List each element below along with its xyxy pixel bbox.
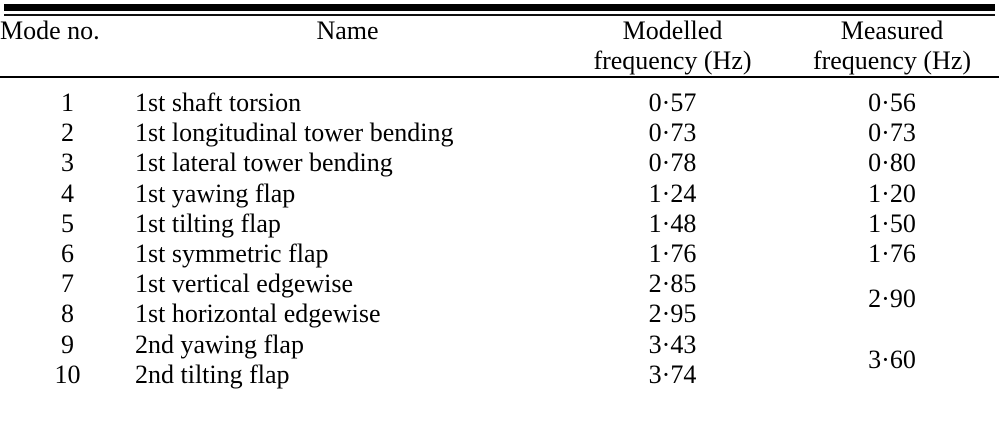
- name-cell: 1st longitudinal tower bending: [135, 118, 454, 148]
- top-rule-thick: [4, 4, 995, 11]
- frequency-table: [0, 16, 999, 390]
- name-cell: 1st vertical edgewise: [135, 269, 354, 299]
- modelled-frequency-cell: 1·24: [648, 178, 697, 208]
- modelled-header-line2: frequency (Hz): [593, 46, 752, 75]
- column-header-mode-no-label: Mode no.: [0, 16, 100, 45]
- measured-header-line2: frequency (Hz): [812, 46, 972, 75]
- modelled-frequency-cell: 1·76: [648, 239, 697, 269]
- mode-cell: 2: [61, 118, 74, 148]
- measured-frequency-cell: 0·80: [868, 148, 916, 178]
- measured-frequency-cell: 1·50: [868, 208, 916, 238]
- name-cell: 1st yawing flap: [135, 178, 296, 208]
- mode-cell: 3: [61, 148, 74, 178]
- modelled-header-line1: Modelled: [622, 16, 723, 45]
- modelled-frequency-cell: 0·57: [648, 88, 697, 117]
- modelled-frequency-cell: 0·73: [648, 118, 697, 148]
- modelled-frequency-cell: 2·95: [648, 299, 697, 329]
- measured-header-line1: Measured: [840, 16, 944, 45]
- modelled-frequency-cell: 2·85: [648, 269, 697, 299]
- column-header-modelled-frequency: [560, 16, 785, 77]
- mode-cell: 8: [61, 299, 74, 329]
- table-row: [0, 118, 999, 148]
- measured-frequency-cell: 1·20: [868, 178, 916, 208]
- modelled-frequency-cell: 3·43: [648, 329, 697, 359]
- table-row: [0, 179, 999, 209]
- mode-cell: 10: [54, 359, 81, 389]
- name-cell: 1st horizontal edgewise: [135, 299, 381, 329]
- table-row: [0, 148, 999, 178]
- measured-frequency-merged-cell: 3·60: [868, 344, 916, 374]
- measured-frequency-cell: 1·76: [868, 239, 916, 269]
- name-cell: 1st shaft torsion: [135, 88, 302, 117]
- name-cell: 1st tilting flap: [135, 208, 281, 238]
- modelled-frequency-cell: 1·48: [648, 208, 697, 238]
- mode-cell: 1: [61, 88, 74, 117]
- table-header: [0, 16, 999, 77]
- column-header-measured-frequency: [785, 16, 999, 77]
- name-cell: 2nd yawing flap: [135, 329, 304, 359]
- mode-cell: 5: [61, 208, 74, 238]
- table-row: [0, 239, 999, 269]
- table-row: [0, 77, 999, 118]
- measured-frequency-cell: 0·73: [868, 118, 916, 148]
- table-row: [0, 330, 999, 360]
- table-body: [0, 77, 999, 390]
- header-row: [0, 16, 999, 77]
- name-cell: 1st symmetric flap: [135, 239, 329, 269]
- mode-cell: 7: [61, 269, 74, 299]
- column-header-name: [135, 16, 560, 77]
- measured-frequency-cell: 0·56: [868, 88, 916, 117]
- column-header-name-label: Name: [316, 16, 379, 45]
- measured-frequency-merged-cell: 2·90: [868, 284, 916, 314]
- mode-cell: 4: [61, 178, 74, 208]
- name-cell: 1st lateral tower bending: [135, 148, 393, 178]
- table-row: [0, 269, 999, 299]
- name-cell: 2nd tilting flap: [135, 359, 290, 389]
- table-row: [0, 209, 999, 239]
- mode-cell: 6: [61, 239, 74, 269]
- mode-cell: 9: [61, 329, 74, 359]
- column-header-mode-no: [0, 16, 135, 77]
- table-top-double-rule: [0, 0, 999, 16]
- modelled-frequency-cell: 3·74: [648, 359, 697, 389]
- modelled-frequency-cell: 0·78: [648, 148, 697, 178]
